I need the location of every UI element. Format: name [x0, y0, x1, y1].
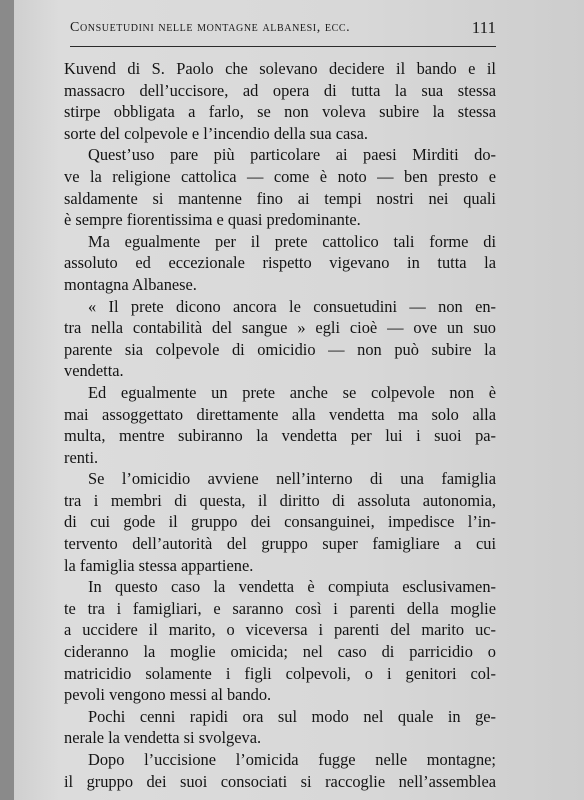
text-line: Kuvend di S. Paolo che solevano decidere il bando e il	[64, 59, 496, 78]
text-line: vendetta.	[64, 361, 124, 381]
text-line: renti.	[64, 447, 99, 467]
text-line: montagna Albanese.	[64, 274, 197, 294]
text-line: matricidio solamente i figli colpevoli, o i genitori col-	[64, 663, 496, 683]
text-line: In questo caso la vendetta è compiuta esclusivamen-	[88, 577, 496, 597]
text-line: parente sia colpevole di omicidio — non può subire la	[64, 339, 496, 359]
page-number: 111	[471, 18, 496, 37]
text-line: nerale la vendetta si svolgeva.	[64, 728, 262, 748]
text-line: la famiglia stessa appartiene.	[64, 555, 254, 575]
text-line: sorte del colpevole e l’incendio della sua casa.	[64, 123, 369, 143]
text-line: Pochi cenni rapidi ora sul modo nel quale in ge-	[88, 706, 496, 726]
page-header	[70, 16, 496, 47]
text-line: massacro dell’uccisore, ad opera di tutta la sua stessa	[64, 80, 496, 100]
text-line: multa, mentre subiranno la vendetta per lui i suoi pa-	[64, 426, 496, 446]
book-page	[14, 0, 584, 800]
text-line: Dopo l’uccisione l’omicida fugge nelle montagne;	[88, 750, 496, 769]
text-line: Quest’uso pare più particolare ai paesi Mirditi do-	[88, 145, 496, 165]
text-line: te tra i famigliari, e saranno così i parenti della moglie	[64, 598, 496, 618]
body-text	[64, 58, 496, 792]
text-line: il gruppo dei suoi consociati si raccoglie nell’assemblea	[64, 771, 496, 791]
text-line: tra i membri di questa, il diritto di assoluta autonomia,	[64, 490, 496, 510]
text-line: tra nella contabilità del sangue » egli cioè — ove un suo	[64, 318, 496, 338]
text-line: ve la religione cattolica — come è noto — ben presto e	[64, 166, 496, 186]
text-line: assoluto ed eccezionale rispetto vigevano in tutta la	[64, 253, 496, 273]
text-line: pevoli vengono messi al bando.	[64, 685, 272, 705]
text-line: di cui gode il gruppo dei consanguinei, impedisce l’in-	[64, 512, 496, 532]
running-head: Consuetudini nelle montagne albanesi, ecc.	[70, 20, 351, 35]
text-line: è sempre fiorentissima e quasi predominante.	[64, 210, 361, 230]
text-line: mai assoggettato direttamente alla vendetta ma solo alla	[64, 404, 496, 424]
text-line: stirpe obbligata a farlo, se non voleva subire la stessa	[64, 102, 496, 122]
text-line: Se l’omicidio avviene nell’interno di una famiglia	[88, 469, 496, 489]
text-line: Ed egualmente un prete anche se colpevole non è	[88, 382, 496, 402]
text-line: « Il prete dicono ancora le consuetudini — non en-	[88, 296, 496, 316]
text-line: a uccidere il marito, o viceversa i parenti del marito uc-	[64, 620, 496, 640]
text-line: cideranno la moglie omicida; nel caso di parricidio o	[64, 642, 496, 662]
text-line: saldamente si mantenne fino ai tempi nostri nei quali	[64, 188, 496, 208]
text-line: tervento dell’autorità del gruppo super famigliare a cui	[64, 534, 496, 554]
text-line: Ma egualmente per il prete cattolico tali forme di	[88, 231, 496, 251]
